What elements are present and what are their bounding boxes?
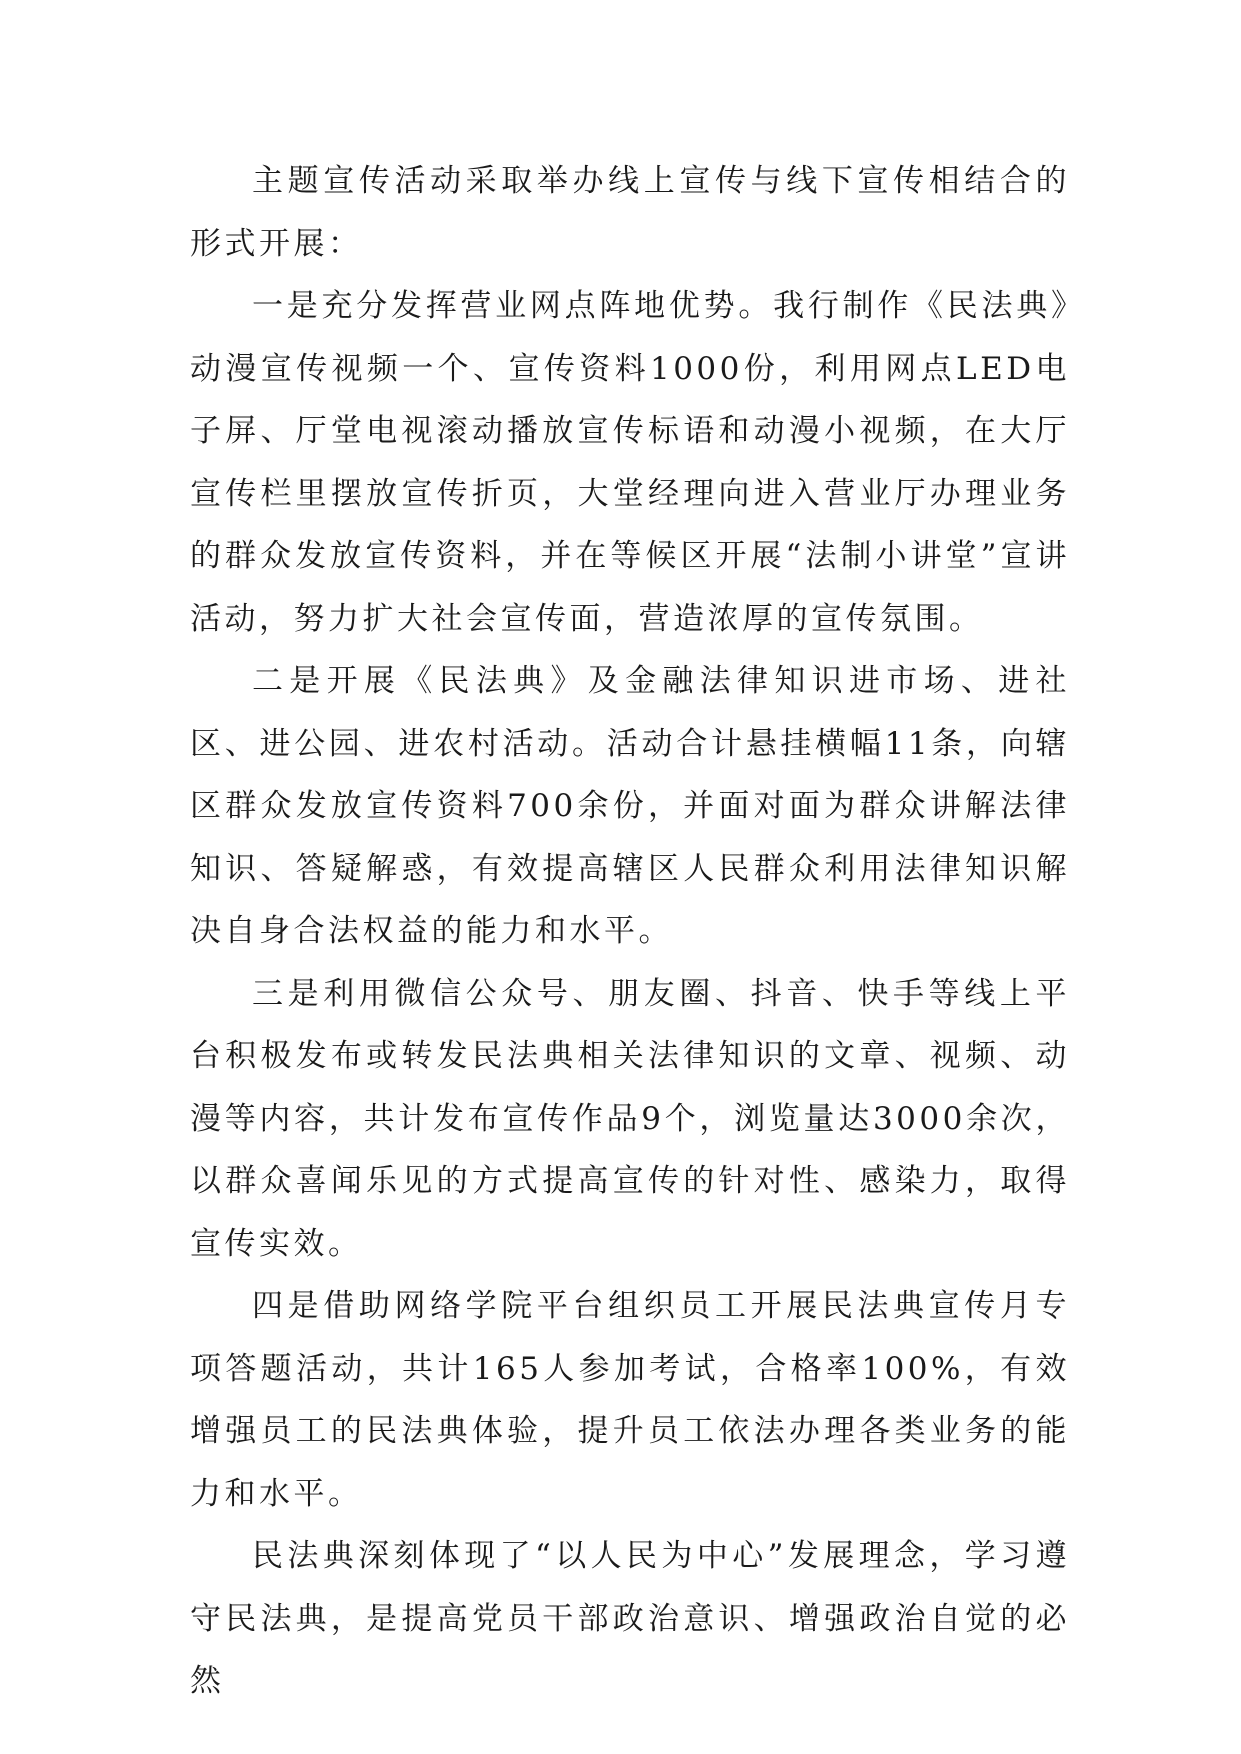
paragraph-point-two: 二是开展《民法典》及金融法律知识进市场、进社区、进公园、进农村活动。活动合计悬挂横幅11条，向辖区群众发放宣传资料700余份，并面对面为群众讲解法律知识、答疑解惑，有效提高辖区人民群众利用法律知识解决自身合法权益的能力和水平。	[190, 663, 1070, 949]
document-body	[190, 150, 1070, 1713]
paragraph-point-three: 三是利用微信公众号、朋友圈、抖音、快手等线上平台积极发布或转发民法典相关法律知识的文章、视频、动漫等内容，共计发布宣传作品9个，浏览量达3000余次，以群众喜闻乐见的方式提高宣传的针对性、感染力，取得宣传实效。	[190, 975, 1070, 1262]
paragraph-point-one: 一是充分发挥营业网点阵地优势。我行制作《民法典》动漫宣传视频一个、宣传资料1000份，利用网点LED电子屏、厅堂电视滚动播放宣传标语和动漫小视频，在大厅宣传栏里摆放宣传折页，大堂经理向进入营业厅办理业务的群众发放宣传资料，并在等候区开展“法制小讲堂”宣讲活动，努力扩大社会宣传面，营造浓厚的宣传氛围。	[190, 288, 1070, 637]
paragraph-point-four: 四是借助网络学院平台组织员工开展民法典宣传月专项答题活动，共计165人参加考试，合格率100%，有效增强员工的民法典体验，提升员工依法办理各类业务的能力和水平。	[190, 1288, 1070, 1512]
paragraph-conclusion: 民法典深刻体现了“以人民为中心”发展理念，学习遵守民法典，是提高党员干部政治意识、增强政治自觉的必然	[190, 1538, 1070, 1699]
paragraph-intro: 主题宣传活动采取举办线上宣传与线下宣传相结合的形式开展：	[190, 163, 1070, 262]
